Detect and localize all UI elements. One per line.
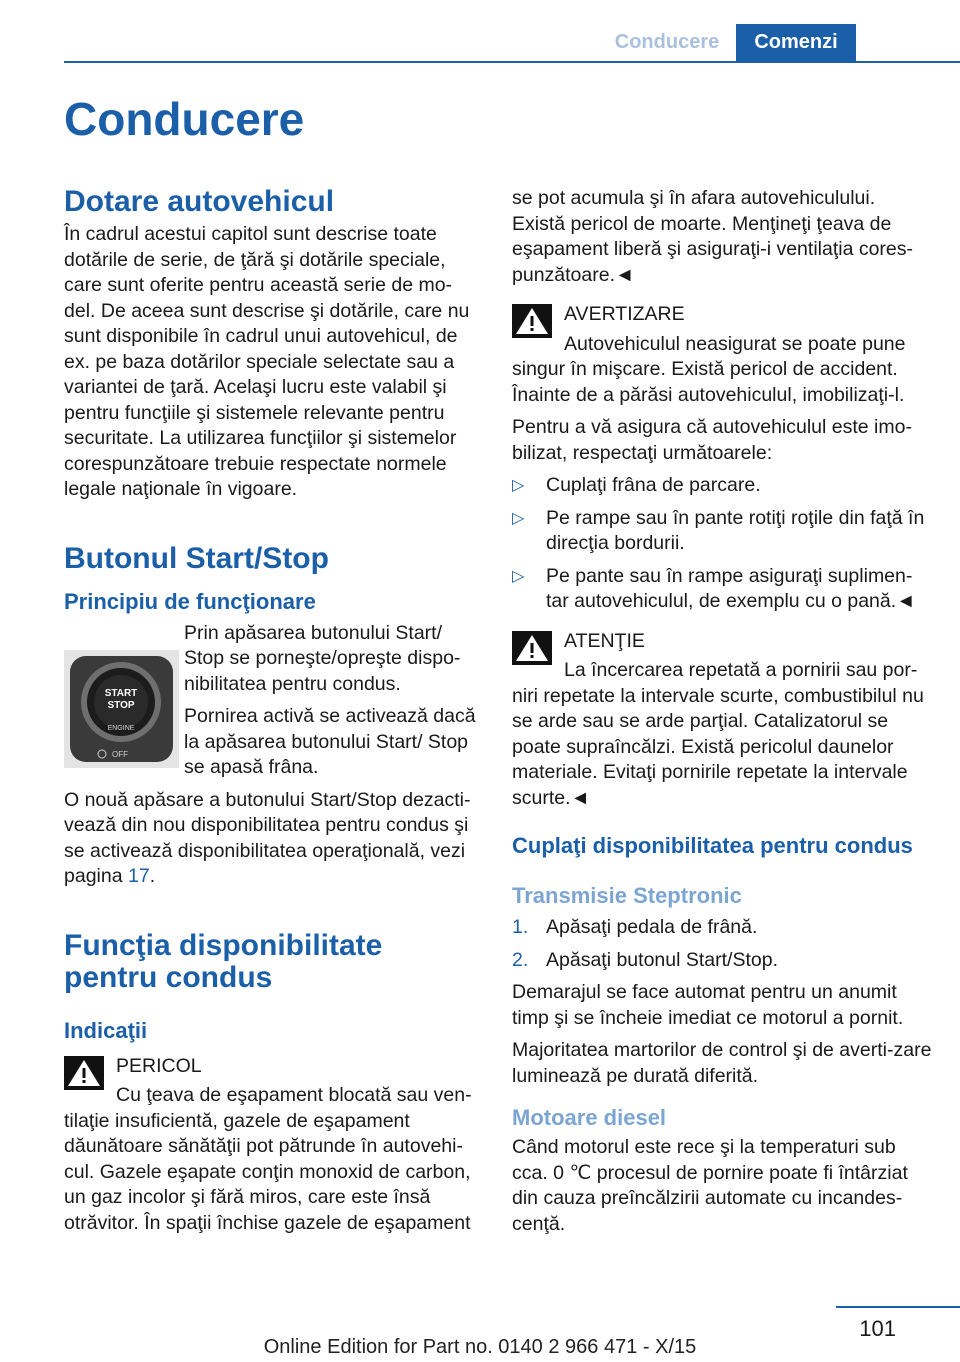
warning-atentie-text: La încercarea repetată a pornirii sau por-niri repetate la intervale scurte, combustibilul nu se arde sau se arde parţial. Catalizatorul se poate supraîncălzi. Există pericolul daunelor materiale. Evitaţi pornirile repetate la intervale scurte.◄ bbox=[512, 659, 924, 809]
paragraph-noua-apasare: O nouă apăsare a butonului Start/Stop dezacti-vează din nou disponibilitatea pentru condus şi se activează disponibilitatea operaţională, vezi pagina 17. bbox=[64, 788, 471, 887]
heading-motoare-diesel: Motoare diesel bbox=[512, 1105, 667, 1130]
chapter-title: Conducere bbox=[64, 93, 305, 145]
bullet-list bbox=[512, 473, 932, 615]
heading-buton-start-stop: Butonul Start/Stop bbox=[64, 541, 329, 575]
triangle-bullet-icon: ▷ bbox=[512, 567, 525, 585]
header-tab-comenzi[interactable]: Comenzi bbox=[736, 24, 856, 61]
footer-edition: Online Edition for Part no. 0140 2 966 471 - X/15 bbox=[263, 1336, 697, 1358]
warning-atentie bbox=[512, 629, 932, 812]
heading-transmisie: Transmisie Steptronic bbox=[512, 883, 742, 908]
heading-cuplati: Cuplaţi disponibilitatea pentru condus bbox=[512, 833, 913, 858]
heading-indicatii: Indicaţii bbox=[64, 1017, 148, 1043]
heading-principiu: Principiu de funcţionare bbox=[64, 588, 316, 614]
warning-avertizare-text: Autovehiculul neasigurat se poate pune singur în mişcare. Există pericol de accident. Înainte de a părăsi autovehiculul, imobilizaţi-l. bbox=[512, 332, 906, 406]
warning-avertizare-title: AVERTIZARE bbox=[564, 303, 685, 325]
heading-dotare: Dotare autovehicul bbox=[64, 185, 335, 218]
page-number: 101 bbox=[859, 1316, 896, 1341]
button-label-start: START bbox=[104, 688, 138, 699]
heading-functia-disponibilitate: Funcţia disponibilitate pentru condus bbox=[64, 928, 383, 994]
start-stop-button-image bbox=[64, 650, 179, 768]
steps-list bbox=[512, 915, 932, 973]
paragraph-dotare: În cadrul acestui capitol sunt descrise toate dotările de serie, de ţără şi dotările speciale, care sunt oferite pentru această serie de mo-del. De aceea sunt descrise şi dotările, care nu sunt disponibile în cadrul unui autovehicul, de ex. pe baza dotărilor speciale selectate sau a variantei de ţară. Acelaşi lucru este valabil şi pentru funcţiile şi sistemele relevante pentru securitate. La utilizarea funcţiilor şi sistemelor corespunzătoare trebuie respectate normele legale naţionale în vigoare. bbox=[64, 223, 470, 500]
paragraph-demarajul: Demarajul se face automat pentru un anumit timp şi se încheie imediat ce motorul a pornit. bbox=[512, 981, 904, 1029]
warning-avertizare bbox=[512, 302, 932, 408]
button-label-engine: ENGINE bbox=[107, 725, 135, 732]
triangle-bullet-icon: ▷ bbox=[512, 509, 525, 527]
list-item: ▷ Pe pante sau în rampe asiguraţi suplimen-tar autovehiculul, de exemplu cu o pană.◄ bbox=[512, 564, 916, 612]
paragraph-principiu-1: Prin apăsarea butonului Start/ Stop se porneşte/opreşte dispo-nibilitatea pentru condus. bbox=[184, 621, 461, 695]
warning-triangle-icon bbox=[512, 631, 552, 665]
paragraph-continuation: se pot acumula şi în afara autovehiculului. Există pericol de moarte. Menţineţi ţeava de eşapament liberă şi asiguraţi-i ventilaţia cores-punzătoare.◄ bbox=[512, 187, 914, 286]
list-item: 2. Apăsaţi butonul Start/Stop. bbox=[512, 948, 778, 971]
warning-pericol-title: PERICOL bbox=[116, 1054, 202, 1077]
list-item: ▷ Pe rampe sau în pante rotiţi roţile din faţă în direcţia bordurii. bbox=[512, 506, 925, 554]
list-item: ▷ Cuplaţi frâna de parcare. bbox=[512, 473, 932, 499]
triangle-bullet-icon: ▷ bbox=[512, 477, 525, 494]
right-column bbox=[512, 186, 932, 1244]
paragraph-majoritatea: Majoritatea martorilor de control şi de averti-zare luminează pe durată diferită. bbox=[512, 1039, 932, 1087]
header-divider bbox=[64, 61, 960, 63]
warning-pericol-text: Cu ţeava de eşapament blocată sau ven-tilaţie insuficientă, gazele de eşapament dăunătoare sănătăţii pot pătrunde în autovehi-cul. Gazele eşapate conţin monoxid de carbon, un gaz incolor şi fără miros, care este însă otrăvitor. În spaţii închise gazele de eşapament bbox=[64, 1084, 472, 1234]
paragraph-principiu-2: Pornirea activă se activează dacă la apăsarea butonului Start/ Stop se apasă frâna. bbox=[184, 705, 476, 778]
paragraph-pentru: Pentru a vă asigura că autovehiculul este imo-bilizat, respectaţi următoarele: bbox=[512, 416, 912, 464]
warning-triangle-icon bbox=[512, 304, 552, 338]
page-number-divider bbox=[836, 1306, 960, 1308]
button-label-off: OFF bbox=[112, 750, 128, 759]
paragraph-cand: Când motorul este rece şi la temperaturi sub cca. 0 ℃ procesul de pornire poate fi întârziat din cauza preîncălzirii automate cu incandes-cenţă. bbox=[512, 1136, 908, 1235]
warning-pericol bbox=[64, 1054, 478, 1237]
header-tab-conducere[interactable]: Conducere bbox=[614, 31, 720, 53]
list-item: 1. Apăsaţi pedala de frână. bbox=[512, 916, 758, 938]
page-link-17[interactable]: 17 bbox=[127, 865, 150, 887]
button-label-stop: STOP bbox=[107, 700, 135, 711]
warning-atentie-title: ATENŢIE bbox=[564, 629, 645, 652]
warning-triangle-icon bbox=[64, 1056, 104, 1090]
